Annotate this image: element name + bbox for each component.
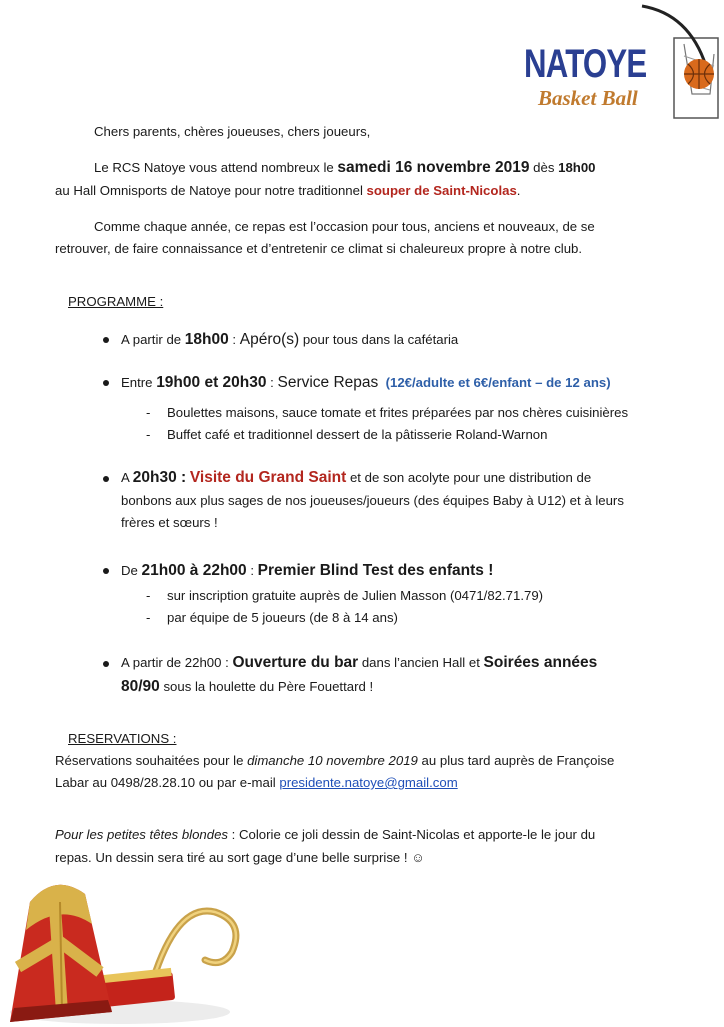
intro-text: Le RCS Natoye vous attend nombreux le [94,160,338,175]
event-date: samedi 16 novembre 2019 [337,159,530,176]
item-price: (12€/adulte et 6€/enfant – de 12 ans) [385,375,611,390]
reservations-heading: RESERVATIONS : [68,731,177,746]
item-text: et de son acolyte pour une distribution de [346,470,592,485]
kids-line-2: repas. Un dessin sera tiré au sort gage d’une belle surprise ! ☺ [55,850,425,865]
programme-item-blind-test [121,560,493,581]
event-time: 18h00 [558,160,596,175]
kids-line-1 [55,824,595,845]
logo-name: NATOYE [524,42,647,86]
intro-p2-line-1: Comme chaque année, ce repas est l’occasion pour tous, anciens et nouveaux, de se [94,219,595,234]
item-time: 20h30 : [132,469,187,486]
repas-detail-1: Boulettes maisons, sauce tomate et frites préparées par nos chères cuisinières [167,405,629,420]
item-text: A partir de 22h00 : [121,655,233,670]
item-title: Ouverture du bar [232,654,359,671]
email-link[interactable]: presidente.natoye@gmail.com [279,775,458,790]
item-text: : [266,375,278,390]
item-text: A partir de [121,332,185,347]
kids-text: : Colorie ce joli dessin de Saint-Nicolas et apporte-le le jour du [228,827,596,842]
programme-item-bar-line-1 [121,652,597,673]
item-text: De [121,563,142,578]
item-text: sous la houlette du Père Fouettard ! [159,679,374,694]
item-title: Soirées années [483,654,598,671]
item-title: Visite du Grand Saint [189,469,347,486]
programme-item-aperitif [121,329,458,350]
programme-item-visite-line-3: frères et sœurs ! [121,515,218,530]
programme-item-visite-line-1 [121,467,591,488]
item-text: dans l’ancien Hall et [358,655,484,670]
repas-detail-2: Buffet café et traditionnel dessert de la pâtisserie Roland-Warnon [167,427,548,442]
item-text: : [246,563,258,578]
programme-item-bar-line-2 [121,676,373,697]
bullet-icon [103,568,109,574]
intro-p2-line-2: retrouver, de faire connaissance et d’entretenir ce climat si chaleureux propre à notre club. [55,241,583,256]
intro-line-2 [55,180,520,201]
intro-text: dès [529,160,559,175]
reservations-date: dimanche 10 novembre 2019 [247,753,418,768]
blind-test-detail-1: sur inscription gratuite auprès de Julien Masson (0471/82.71.79) [167,588,544,603]
reservations-text: Réservations souhaitées pour le [55,753,248,768]
saint-nicolas-mitre-icon [0,872,260,1024]
reservations-text: Labar au 0498/28.28.10 ou par e-mail [55,775,280,790]
item-title: Service Repas [277,374,379,391]
event-name: souper de Saint-Nicolas [366,183,517,198]
item-title: Apéro(s) [239,331,300,348]
intro-text: au Hall Omnisports de Natoye pour notre traditionnel [55,183,367,198]
bullet-icon [103,476,109,482]
kids-lead: Pour les petites têtes blondes [55,827,229,842]
item-text: pour tous dans la cafétaria [299,332,459,347]
bullet-icon [103,380,109,386]
intro-text: . [516,183,521,198]
item-title: 80/90 [121,678,160,695]
reservations-text: au plus tard auprès de Françoise [417,753,615,768]
dash-icon: - [146,588,151,603]
item-text: A [121,470,133,485]
bullet-icon [103,661,109,667]
item-text: : [228,332,240,347]
salutation: Chers parents, chères joueuses, chers joueurs, [94,124,371,139]
club-logo [524,4,720,122]
item-time: 18h00 [184,331,229,348]
item-time: 21h00 à 22h00 [141,562,247,579]
intro-line-1 [94,157,596,178]
blind-test-detail-2: par équipe de 5 joueurs (de 8 à 14 ans) [167,610,398,625]
dash-icon: - [146,427,151,442]
dash-icon: - [146,610,151,625]
programme-heading: PROGRAMME : [68,294,164,309]
mitre-illustration [0,872,260,1024]
bullet-icon [103,337,109,343]
item-text: Entre [121,375,157,390]
dash-icon: - [146,405,151,420]
programme-item-visite-line-2: bonbons aux plus sages de nos joueuses/joueurs (des équipes Baby à U12) et à leurs [121,493,624,508]
reservations-line-2 [55,772,458,793]
item-time: 19h00 et 20h30 [156,374,267,391]
logo-subtitle: Basket Ball [538,86,638,110]
item-title: Premier Blind Test des enfants ! [257,562,494,579]
programme-item-repas [121,372,611,393]
reservations-line-1 [55,750,614,771]
